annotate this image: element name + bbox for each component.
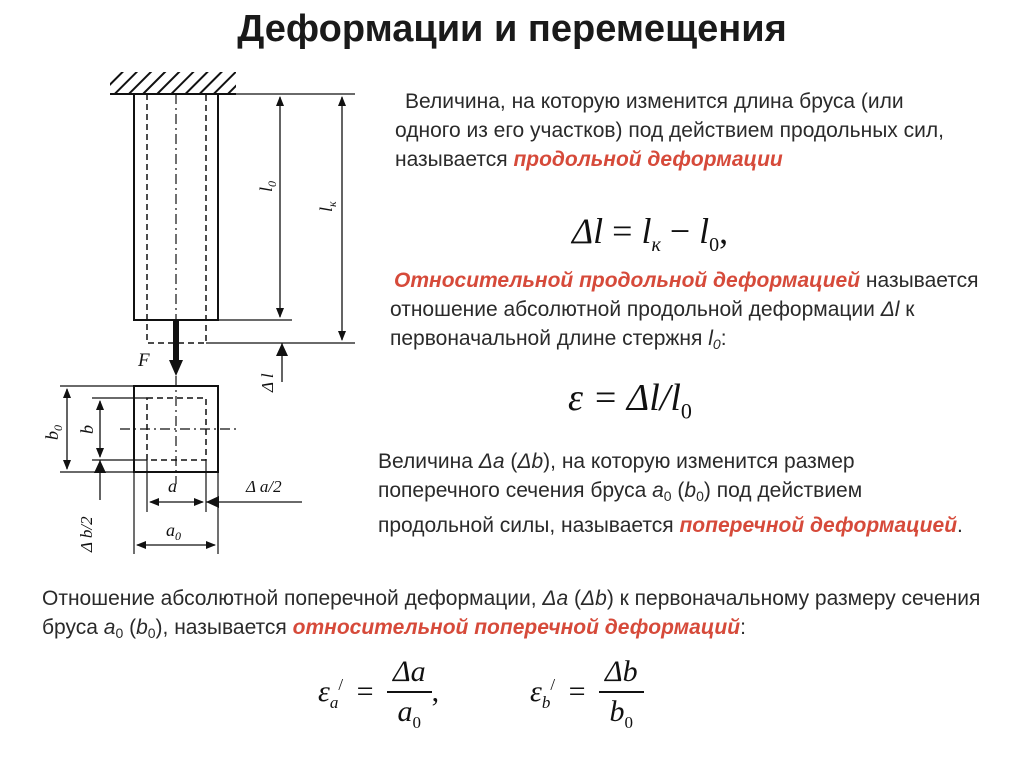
term-transverse-deformation: поперечной деформацией xyxy=(679,514,958,537)
formula-epsilon-b: $\varepsilon_b^/$ = $\frac{\Delta b}{b_0}$ xyxy=(530,655,644,733)
formula-delta-l: $\Delta l = l_к - l_0$, xyxy=(572,211,729,257)
force-arrow-head xyxy=(169,360,183,376)
label-lk: $l_к$ xyxy=(316,201,339,212)
label-a0: $a_0$ xyxy=(166,520,181,543)
beam-diagram xyxy=(20,60,380,620)
label-da2: Δ a/2 xyxy=(246,477,282,496)
paragraph-relative-longitudinal: Относительной продольной деформацией называется отношение абсолютной продольной деформации Δl к первоначальной длине стержня $l_0$: xyxy=(390,269,979,352)
term-longitudinal-deformation: продольной деформации xyxy=(513,148,783,171)
paragraph-longitudinal: Величина, на которую изменится длина бруса (или одного из его участков) под действием продольных сил, называется продольной деформации xyxy=(395,90,944,171)
dim-dl-arrow xyxy=(276,343,288,356)
label-dl: Δ l xyxy=(258,373,277,392)
formula-epsilon-a: $\varepsilon_a^/$ = $\frac{\Delta a}{a_0}$ , xyxy=(318,655,440,732)
label-l0: $l_0$ xyxy=(256,180,279,192)
formula-epsilon: $\varepsilon = \Delta l/l_0$ xyxy=(568,377,692,424)
label-db2: Δ b/2 xyxy=(77,516,96,552)
label-b: b xyxy=(77,425,97,434)
term-relative-longitudinal: Относительной продольной деформацией xyxy=(394,269,861,292)
label-b0: $b_0$ xyxy=(42,425,65,440)
dim-da2-arrow xyxy=(206,496,219,508)
paragraph-relative-transverse: Отношение абсолютной поперечной деформации, Δa (Δb) к первоначальному размеру сечения бруса $a_0$ $(b_0)$, называется относительной поперечной деформаций: xyxy=(42,587,981,641)
fixed-support xyxy=(110,72,236,94)
dim-db2-arrow xyxy=(94,460,106,473)
page-title: Деформации и перемещения xyxy=(237,8,787,50)
paragraph-transverse: Величина Δa (Δb), на которую изменится размер поперечного сечения бруса $a_0$ $(b_0)$ под действием продольной силы, называется поперечной деформацией. xyxy=(378,450,963,537)
force-label: F xyxy=(138,350,150,371)
term-relative-transverse: относительной поперечной деформаций xyxy=(292,616,741,639)
label-a: a xyxy=(168,476,177,496)
